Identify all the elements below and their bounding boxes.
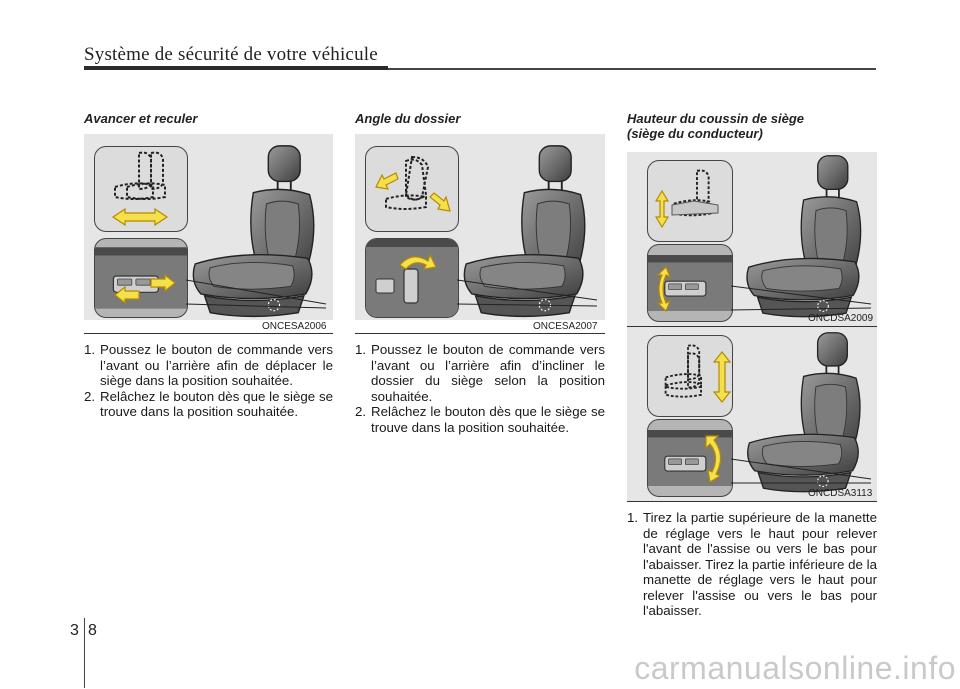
cushion-height-switch-closeup [648, 420, 732, 496]
chapter-title: Système de sécurité de votre véhicule [84, 44, 378, 65]
step-text: Poussez le bouton de commande vers l’avant ou l’arrière afin de déplacer le siège dans la position souhaitée. [100, 342, 333, 388]
list-item [84, 342, 333, 389]
callout-lines [457, 274, 603, 314]
double-arrow-horizontal-icon [113, 209, 167, 225]
section-title-angle: Angle du dossier [355, 111, 461, 126]
cushion-front-switch-closeup [648, 245, 732, 321]
step-text: Tirez la partie supérieure de la manette de réglage vers le haut pour relever l'avant de l'assise ou vers le bas pour l'abaisser. Tirez la partie inférieure de la manette de réglage vers le haut pour relever l'assise ou vers le bas pour l'abaisser. [643, 510, 877, 618]
inset-cushion-height-diagram [647, 335, 733, 417]
list-item [84, 389, 333, 420]
figure-code: ONCDSA2009 [808, 313, 874, 324]
page-number-divider [84, 618, 85, 688]
inset-slide-switch [94, 238, 188, 318]
arrow-back-icon [376, 173, 398, 189]
step-number: 2. [84, 388, 96, 404]
figure-rule [84, 333, 333, 334]
callout-lines [186, 274, 332, 314]
steps-list-angle [355, 342, 605, 435]
section-title-hauteur [627, 111, 804, 141]
seat-slide-diagram [95, 147, 187, 231]
recline-switch-closeup [366, 239, 458, 317]
chapter-number: 3 [70, 622, 79, 639]
page-number: 8 [88, 622, 97, 639]
step-text: Poussez le bouton de commande vers l’avant ou l’arrière afin d’incliner le dossier du siège selon la position souhaitée. [371, 342, 605, 404]
recline-diagram [366, 147, 458, 231]
cushion-height-diagram [648, 336, 732, 416]
figure-code: ONCESA2006 [262, 321, 327, 332]
step-number: 2. [355, 404, 367, 419]
step-number: 1. [84, 342, 96, 357]
section-title-line: (siège du conducteur) [627, 126, 763, 141]
figure-code: ONCDSA3113 [808, 488, 873, 499]
figure-rule [627, 501, 877, 502]
inset-recline-switch [365, 238, 459, 318]
inset-seat-slide-diagram [94, 146, 188, 232]
figure-seat-recline [355, 134, 605, 320]
double-arrow-vertical-icon [656, 191, 668, 227]
list-item [627, 510, 877, 619]
step-number: 1. [355, 342, 367, 357]
header-rule-thin [388, 68, 876, 70]
inset-recline-diagram [365, 146, 459, 232]
cushion-front-diagram [648, 161, 732, 241]
list-item [355, 342, 605, 404]
watermark: carmanualsonline.info [634, 650, 956, 686]
double-arrow-vertical-icon [714, 352, 730, 402]
figure-cushion-front-height [627, 152, 877, 326]
figure-seat-slide [84, 134, 333, 320]
steps-list-avancer [84, 342, 333, 420]
inset-cushion-front-diagram [647, 160, 733, 242]
figure-cushion-height [627, 327, 877, 501]
callout-lines [731, 453, 877, 493]
section-title-avancer: Avancer et reculer [84, 111, 198, 126]
figure-code: ONCESA2007 [533, 321, 598, 332]
inset-cushion-height-switch [647, 419, 733, 497]
header-rule-thick [84, 66, 388, 70]
step-number: 1. [627, 510, 639, 525]
list-item [355, 404, 605, 435]
steps-list-hauteur [627, 510, 877, 619]
step-text: Relâchez le bouton dès que le siège se trouve dans la position souhaitée. [100, 388, 333, 419]
inset-cushion-front-switch [647, 244, 733, 322]
figure-rule [355, 333, 605, 334]
arrow-forward-icon [430, 193, 450, 211]
step-text: Relâchez le bouton dès que le siège se trouve dans la position souhaitée. [371, 404, 605, 435]
section-title-line: Hauteur du coussin de siège [627, 111, 804, 126]
slide-switch-closeup [95, 239, 187, 317]
